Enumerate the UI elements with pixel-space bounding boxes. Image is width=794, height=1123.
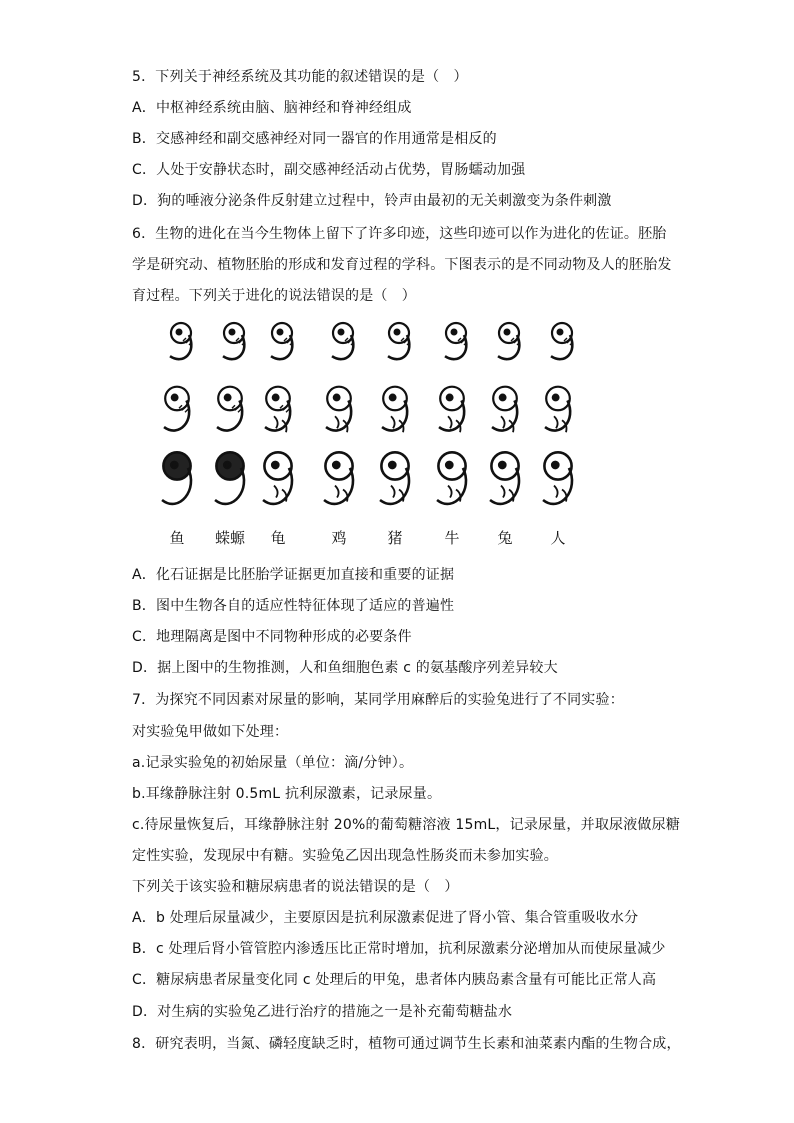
embryo-sketch bbox=[380, 452, 409, 504]
label-human: 人 bbox=[550, 529, 566, 547]
q5-option-c: C．人处于安静状态时，副交感神经活动占优势，胃肠蠕动加强 bbox=[132, 162, 526, 178]
q5-option-d: D．狗的唾液分泌条件反射建立过程中，铃声由最初的无关刺激变为条件刺激 bbox=[132, 193, 612, 209]
embryo-sketch bbox=[217, 387, 242, 431]
q7-stem: 7．为探究不同因素对尿量的影响，某同学用麻醉后的实验兔进行了不同实验： bbox=[132, 692, 624, 708]
label-rabbit: 兔 bbox=[497, 529, 513, 547]
q5-option-b: B．交感神经和副交感神经对同一器官的作用通常是相反的 bbox=[132, 131, 497, 147]
embryo-sketch bbox=[223, 323, 245, 359]
q6-stem-line3: 育过程。下列关于进化的说法错误的是（ ） bbox=[132, 288, 416, 304]
q6-option-a: A．化石证据是比胚胎学证据更加直接和重要的证据 bbox=[132, 567, 455, 583]
embryo-sketch bbox=[271, 323, 293, 359]
embryo-sketch bbox=[439, 387, 464, 433]
q7-step-c-line1: c.待尿量恢复后，耳缘静脉注射 20%的葡萄糖溶液 15mL，记录尿量，并取尿液做尿糖 bbox=[132, 817, 681, 833]
q7-step-c-line2: 定性实验，发现尿中有糖。实验兔乙因出现急性肠炎而未参加实验。 bbox=[132, 848, 558, 864]
embryo-sketch bbox=[265, 387, 290, 433]
q7-step-a: a.记录实验兔的初始尿量（单位：滴/分钟）。 bbox=[132, 755, 414, 771]
embryo-sketch bbox=[263, 452, 292, 504]
q6-stem-line1: 6．生物的进化在当今生物体上留下了许多印迹，这些印迹可以作为进化的佐证。胚胎 bbox=[132, 226, 667, 242]
q6-option-b: B．图中生物各自的适应性特征体现了适应的普遍性 bbox=[132, 598, 455, 614]
embryo-sketch bbox=[498, 323, 520, 359]
label-chicken: 鸡 bbox=[331, 529, 347, 547]
embryo-sketch bbox=[445, 323, 467, 359]
label-turtle: 龟 bbox=[270, 529, 286, 547]
embryo-sketch bbox=[545, 387, 570, 433]
q7-option-c: C．糖尿病患者尿量变化同 c 处理后的甲兔，患者体内胰岛素含量有可能比正常人高 bbox=[132, 972, 657, 988]
q6-option-d: D．据上图中的生物推测，人和鱼细胞色素 c 的氨基酸序列差异较大 bbox=[132, 660, 558, 676]
embryo-drawings bbox=[162, 323, 573, 504]
embryo-sketch bbox=[382, 387, 407, 433]
embryo-sketch bbox=[492, 387, 517, 433]
q7-option-a: A．b 处理后尿量减少，主要原因是抗利尿激素促进了肾小管、集合管重吸收水分 bbox=[132, 910, 639, 926]
q6-option-c: C．地理隔离是图中不同物种形成的必要条件 bbox=[132, 629, 412, 645]
embryo-sketch bbox=[437, 452, 466, 504]
q5-stem: 5．下列关于神经系统及其功能的叙述错误的是（ ） bbox=[132, 69, 468, 85]
embryo-sketch bbox=[326, 387, 351, 433]
embryo-development-figure bbox=[150, 315, 590, 550]
embryo-sketch bbox=[543, 452, 572, 504]
embryo-sketch bbox=[388, 323, 410, 359]
q7-option-d: D．对生病的实验兔乙进行治疗的措施之一是补充葡萄糖盐水 bbox=[132, 1004, 513, 1020]
q7-subject-a: 对实验兔甲做如下处理： bbox=[132, 724, 289, 740]
embryo-sketch bbox=[324, 452, 353, 504]
embryo-sketch bbox=[170, 323, 192, 359]
embryo-sketch bbox=[332, 323, 354, 359]
embryo-labels bbox=[150, 527, 590, 549]
embryo-sketch bbox=[551, 323, 573, 359]
label-cow: 牛 bbox=[444, 529, 460, 547]
q7-question: 下列关于该实验和糖尿病患者的说法错误的是（ ） bbox=[132, 879, 459, 895]
q7-step-b: b.耳缘静脉注射 0.5mL 抗利尿激素，记录尿量。 bbox=[132, 786, 442, 802]
embryo-sketch bbox=[162, 452, 191, 504]
embryo-sketch bbox=[490, 452, 519, 504]
embryo-sketch bbox=[164, 387, 189, 431]
q6-stem-line2: 学是研究动、植物胚胎的形成和发育过程的学科。下图表示的是不同动物及人的胚胎发 bbox=[132, 257, 672, 273]
q5-option-a: A．中枢神经系统由脑、脑神经和脊神经组成 bbox=[132, 100, 412, 116]
label-pig: 猪 bbox=[387, 529, 403, 547]
q7-option-b: B．c 处理后肾小管管腔内渗透压比正常时增加，抗利尿激素分泌增加从而使尿量减少 bbox=[132, 941, 666, 957]
q8-stem: 8．研究表明，当氮、磷轻度缺乏时，植物可通过调节生长素和油菜素内酯的生物合成， bbox=[132, 1036, 681, 1052]
label-fish: 鱼 bbox=[169, 529, 185, 547]
embryo-sketch bbox=[215, 452, 244, 504]
label-salamander: 蝾螈 bbox=[214, 529, 246, 547]
